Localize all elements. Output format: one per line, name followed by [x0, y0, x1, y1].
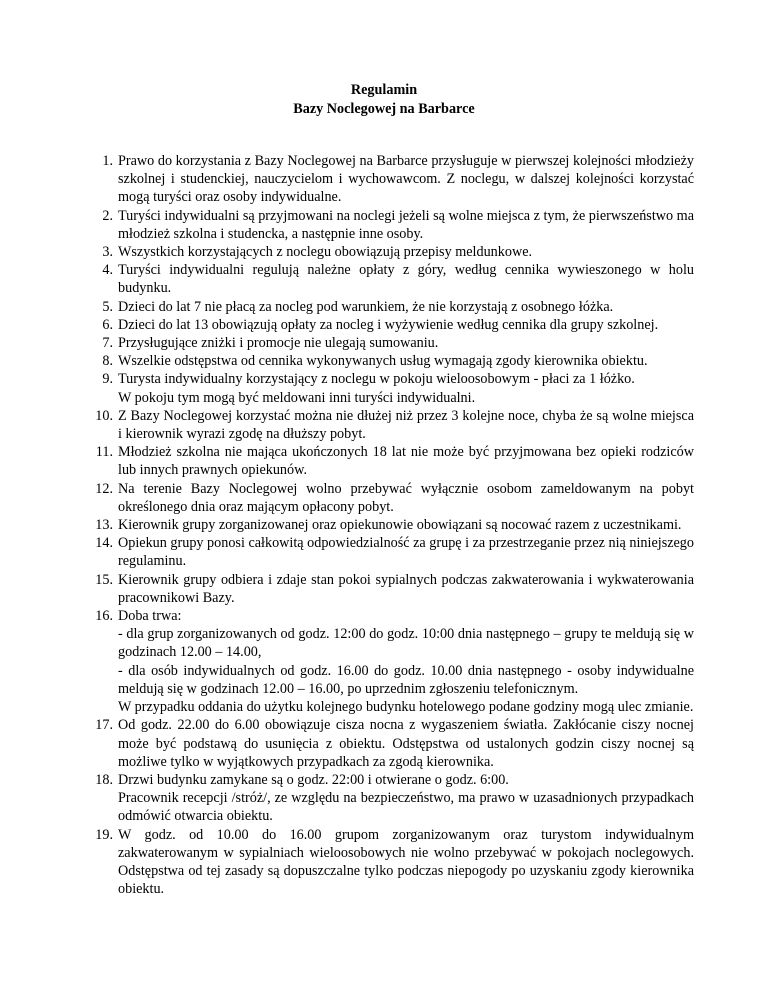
- rule-text: Drzwi budynku zamykane są o godz. 22:00 i otwierane o godz. 6:00.: [118, 771, 509, 788]
- rule-number: 3.: [102, 244, 113, 261]
- rule-item: [95, 516, 694, 534]
- rule-text: Kierownik grupy odbiera i zdaje stan pokoi sypialnych podczas zakwaterowania i wykwaterowania pracownikowi Bazy.: [118, 571, 694, 606]
- rule-number: 16.: [95, 608, 113, 625]
- rule-text: Turyści indywidualni regulują należne opłaty z góry, według cennika wywieszonego w holu budynku.: [118, 262, 694, 297]
- rule-text: Przysługujące zniżki i promocje nie ulegają sumowaniu.: [118, 335, 439, 352]
- rule-extra-line: Pracownik recepcji /stróż/, ze względu na bezpieczeństwo, ma prawo w uzasadnionych przypadkach odmówić otwarcia obiektu.: [118, 790, 694, 825]
- rule-text: Kierownik grupy zorganizowanej oraz opiekunowie obowiązani są nocować razem z uczestnikami.: [118, 517, 682, 534]
- rule-text: W godz. od 10.00 do 16.00 grupom zorganizowanym oraz turystom indywidualnym zakwaterowanym w sypialniach wieloosobowych nie wolno przebywać w pokojach noclegowych. Odstępstwa od tej zasady są dopuszczalne tylko podczas niepogody po uzyskaniu zgody kierownika obiektu.: [118, 826, 694, 898]
- rule-text: Z Bazy Noclegowej korzystać można nie dłużej niż przez 3 kolejne noce, chyba że są wolne miejsca i kierownik wyrazi zgodę na dłuższy pobyt.: [118, 407, 694, 443]
- rule-number: 13.: [95, 517, 113, 534]
- rule-extra-line: - dla grup zorganizowanych od godz. 12:00 do godz. 10:00 dnia następnego – grupy te meldują się w godzinach 12.00 – 14.00,: [118, 626, 694, 661]
- rule-text: Opiekun grupy ponosi całkowitą odpowiedzialność za grupę i za przestrzeganie przez nią niniejszego regulaminu.: [118, 535, 694, 570]
- rule-number: 5.: [102, 298, 113, 315]
- rule-number: 19.: [95, 826, 113, 843]
- rule-item: [95, 826, 694, 899]
- rule-text: Młodzież szkolna nie mająca ukończonych 18 lat nie może być przyjmowana bez opieki rodziców lub innych prawnych opiekunów.: [118, 444, 694, 479]
- rule-text: Na terenie Bazy Noclegowej wolno przebywać wyłącznie osobom zameldowanym na pobyt określonego dnia oraz mającym opłacony pobyt.: [118, 480, 694, 515]
- rule-text: Wszelkie odstępstwa od cennika wykonywanych usług wymagają zgody kierownika obiektu.: [118, 353, 648, 370]
- rule-number: 10.: [95, 407, 113, 424]
- rule-text: Turysta indywidualny korzystający z noclegu w pokoju wieloosobowym - płaci za 1 łóżko.: [118, 371, 635, 388]
- rule-number: 14.: [95, 535, 113, 552]
- rule-item: [95, 607, 694, 716]
- rule-number: 9.: [102, 371, 113, 388]
- rule-extra-line: - dla osób indywidualnych od godz. 16.00 do godz. 10.00 dnia następnego - osoby indywidualne meldują się w godzinach 12.00 – 16.00, po uprzednim zgłoszeniu telefonicznym.: [118, 662, 694, 697]
- title-line-2: Bazy Noclegowej na Barbarce: [293, 101, 475, 117]
- rule-number: 4.: [102, 262, 113, 279]
- rule-item: [95, 716, 694, 771]
- rule-item: [102, 370, 694, 406]
- rule-number: 1.: [102, 153, 113, 169]
- rule-number: 11.: [95, 444, 113, 461]
- rule-item: [102, 298, 694, 316]
- document-title: [0, 81, 768, 119]
- rule-text: Wszystkich korzystających z noclegu obowiązują przepisy meldunkowe.: [118, 244, 533, 261]
- rule-item: [102, 352, 694, 370]
- rule-extra-line: W przypadku oddania do użytku kolejnego budynku hotelowego podane godziny mogą ulec zmianie.: [118, 699, 694, 716]
- rule-text: Dzieci do lat 13 obowiązują opłaty za nocleg i wyżywienie według cennika dla grupy szkolnej.: [118, 316, 659, 333]
- rule-item: [102, 316, 694, 334]
- rule-number: 2.: [102, 207, 113, 224]
- rule-item: [102, 243, 694, 261]
- rule-number: 6.: [102, 316, 113, 333]
- rule-item: [102, 334, 694, 352]
- rule-number: 15.: [95, 571, 113, 588]
- rule-number: 7.: [102, 335, 113, 352]
- rule-number: 12.: [95, 480, 113, 497]
- rule-number: 18.: [95, 771, 113, 788]
- rule-text: Prawo do korzystania z Bazy Noclegowej na Barbarce przysługuje w pierwszej kolejności młodzieży szkolnej i studenckiej, nauczycielom i wychowawcom. Z noclegu, w dalszej kolejności korzystać mogą turyści oraz osoby indywidualne.: [118, 153, 694, 206]
- rule-item: [95, 407, 694, 443]
- rule-text: Doba trwa:: [118, 608, 182, 625]
- rule-item: [102, 152, 694, 207]
- rule-item: [95, 443, 694, 479]
- rule-item: [102, 261, 694, 297]
- rule-text: Od godz. 22.00 do 6.00 obowiązuje cisza nocna z wygaszeniem światła. Zakłócanie ciszy nocnej może być podstawą do usunięcia z obiektu. Odstępstwa od ustalonych godzin ciszy nocnej są możliwe tylko w wyjątkowych przypadkach za zgodą kierownika.: [118, 717, 694, 770]
- rule-number: 17.: [95, 717, 113, 734]
- rule-item: [95, 480, 694, 516]
- rule-text: Dzieci do lat 7 nie płacą za nocleg pod warunkiem, że nie korzystają z osobnego łóżka.: [118, 298, 614, 315]
- rule-item: [102, 207, 694, 243]
- rules-list: [95, 152, 694, 898]
- rule-text: Turyści indywidualni są przyjmowani na noclegi jeżeli są wolne miejsca z tym, że pierwszeństwo ma młodzież szkolna i studencka, a następnie inne osoby.: [118, 207, 694, 242]
- title-line-1: Regulamin: [350, 82, 418, 98]
- rule-item: [95, 571, 694, 607]
- rule-number: 8.: [102, 353, 113, 370]
- rule-item: [95, 771, 694, 826]
- rule-extra-line: W pokoju tym mogą być meldowani inni turyści indywidualni.: [118, 389, 476, 406]
- rule-item: [95, 534, 694, 570]
